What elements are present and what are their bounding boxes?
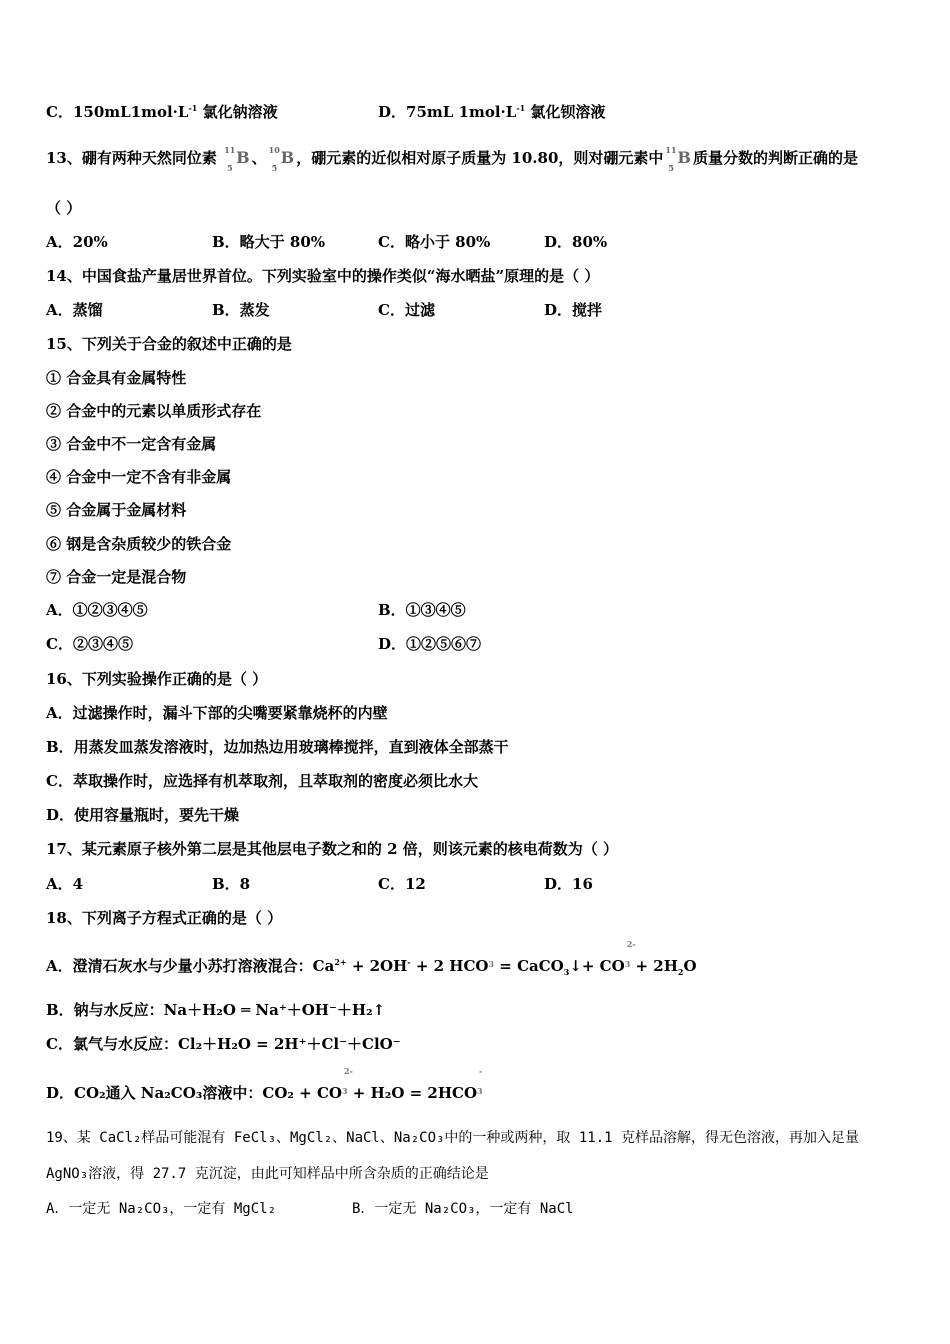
q15-option-a: A．①②③④⑤	[46, 601, 148, 619]
q18-option-b: B．钠与水反应：Na＋H₂O ═ Na⁺＋OH⁻＋H₂↑	[46, 1001, 386, 1019]
q13-stem: 13、硼有两种天然同位素 11 5 B 、 10 5 B ，硼元素的近似相对原子质量为 10.80，则对硼元素中 11 5 B 质量分数的判断正确的是	[46, 145, 858, 173]
q15-item: ⑦ 合金一定是混合物	[46, 568, 187, 586]
q18-option-c: C．氯气与水反应：Cl₂＋H₂O = 2H⁺＋Cl⁻＋ClO⁻	[46, 1035, 401, 1053]
q16-option-d: D．使用容量瓶时，要先干燥	[46, 806, 240, 824]
q14-stem: 14、中国食盐产量居世界首位。下列实验室中的操作类似“海水晒盐”原理的是（ ）	[46, 267, 600, 285]
q13-option-c: C．略小于 80%	[378, 233, 491, 251]
isotope-b11-ref: 11 5 B	[665, 145, 691, 173]
q15-option-d: D．①②⑤⑥⑦	[378, 635, 482, 653]
q17-option-b: B．8	[212, 875, 251, 893]
q14-option-c: C．过滤	[378, 301, 435, 319]
q19-option-b: B．一定无 Na₂CO₃，一定有 NaCl	[352, 1201, 574, 1217]
q15-item: ③ 合金中不一定含有金属	[46, 435, 217, 453]
q12-option-d: D．75mL $1mol\cdot L^{-1}$ 氯化钡溶液	[378, 103, 606, 121]
q15-option-b: B．①③④⑤	[378, 601, 466, 619]
q12-option-c: C．$150mL1mol\cdot L^{-1}$ 氯化钠溶液	[46, 103, 278, 121]
q13-option-d: D．80%	[544, 233, 608, 251]
q14-option-a: A．蒸馏	[46, 301, 103, 319]
q17-option-d: D．16	[544, 875, 593, 893]
q15-item: ② 合金中的元素以单质形式存在	[46, 402, 262, 420]
q13-option-a: A．20%	[46, 233, 108, 251]
q14-option-b: B．蒸发	[212, 301, 270, 319]
q18-option-d: D．CO₂通入 Na₂CO₃溶液中：CO₂ + CO 2- $^3$ + H₂O = 2HCO - $^3$	[46, 1066, 483, 1102]
q15-stem: 15、下列关于合金的叙述中正确的是	[46, 335, 292, 353]
isotope-b10: 10 5 B	[268, 145, 295, 173]
q17-option-a: A．4	[46, 875, 84, 893]
q17-stem: 17、某元素原子核外第二层是其他层电子数之和的 2 倍，则该元素的核电荷数为（ ）	[46, 840, 618, 858]
isotope-b11: 11 5 B	[224, 145, 250, 173]
q15-option-c: C．②③④⑤	[46, 635, 133, 653]
q13-option-b: B．略大于 80%	[212, 233, 326, 251]
q19-stem-line1: 19、某 CaCl₂样品可能混有 FeCl₃、MgCl₂、NaCl、Na₂CO₃中的一种或两种，取 11.1 克样品溶解，得无色溶液，再加入足量	[46, 1130, 860, 1146]
q16-option-a: A．过滤操作时，漏斗下部的尖嘴要紧靠烧杯的内壁	[46, 704, 388, 722]
q19-stem-line2: AgNO₃溶液，得 27.7 克沉淀，由此可知样品中所含杂质的正确结论是	[46, 1166, 489, 1182]
q18-stem: 18、下列离子方程式正确的是（ ）	[46, 909, 283, 927]
q18-option-a: A．澄清石灰水与少量小苏打溶液混合：$Ca^{2+} + 2OH^- + 2$ $HCO^3$ = CaCO$_3$↓+ CO 2- $^3 + 2H_2O$	[46, 939, 697, 977]
q19-option-a: A．一定无 Na₂CO₃，一定有 MgCl₂	[46, 1201, 277, 1217]
q13-paren: （ ）	[46, 199, 82, 217]
q15-item: ⑥ 钢是含杂质较少的铁合金	[46, 535, 232, 553]
q14-option-d: D．搅拌	[544, 301, 603, 319]
q17-option-c: C．12	[378, 875, 426, 893]
q16-stem: 16、下列实验操作正确的是（ ）	[46, 670, 268, 688]
q16-option-c: C．萃取操作时，应选择有机萃取剂，且萃取剂的密度必须比水大	[46, 772, 478, 790]
q16-option-b: B．用蒸发皿蒸发溶液时，边加热边用玻璃棒搅拌，直到液体全部蒸干	[46, 738, 509, 756]
q15-item: ④ 合金中一定不含有非金属	[46, 468, 232, 486]
q15-item: ① 合金具有金属特性	[46, 369, 187, 387]
q15-item: ⑤ 合金属于金属材料	[46, 501, 187, 519]
